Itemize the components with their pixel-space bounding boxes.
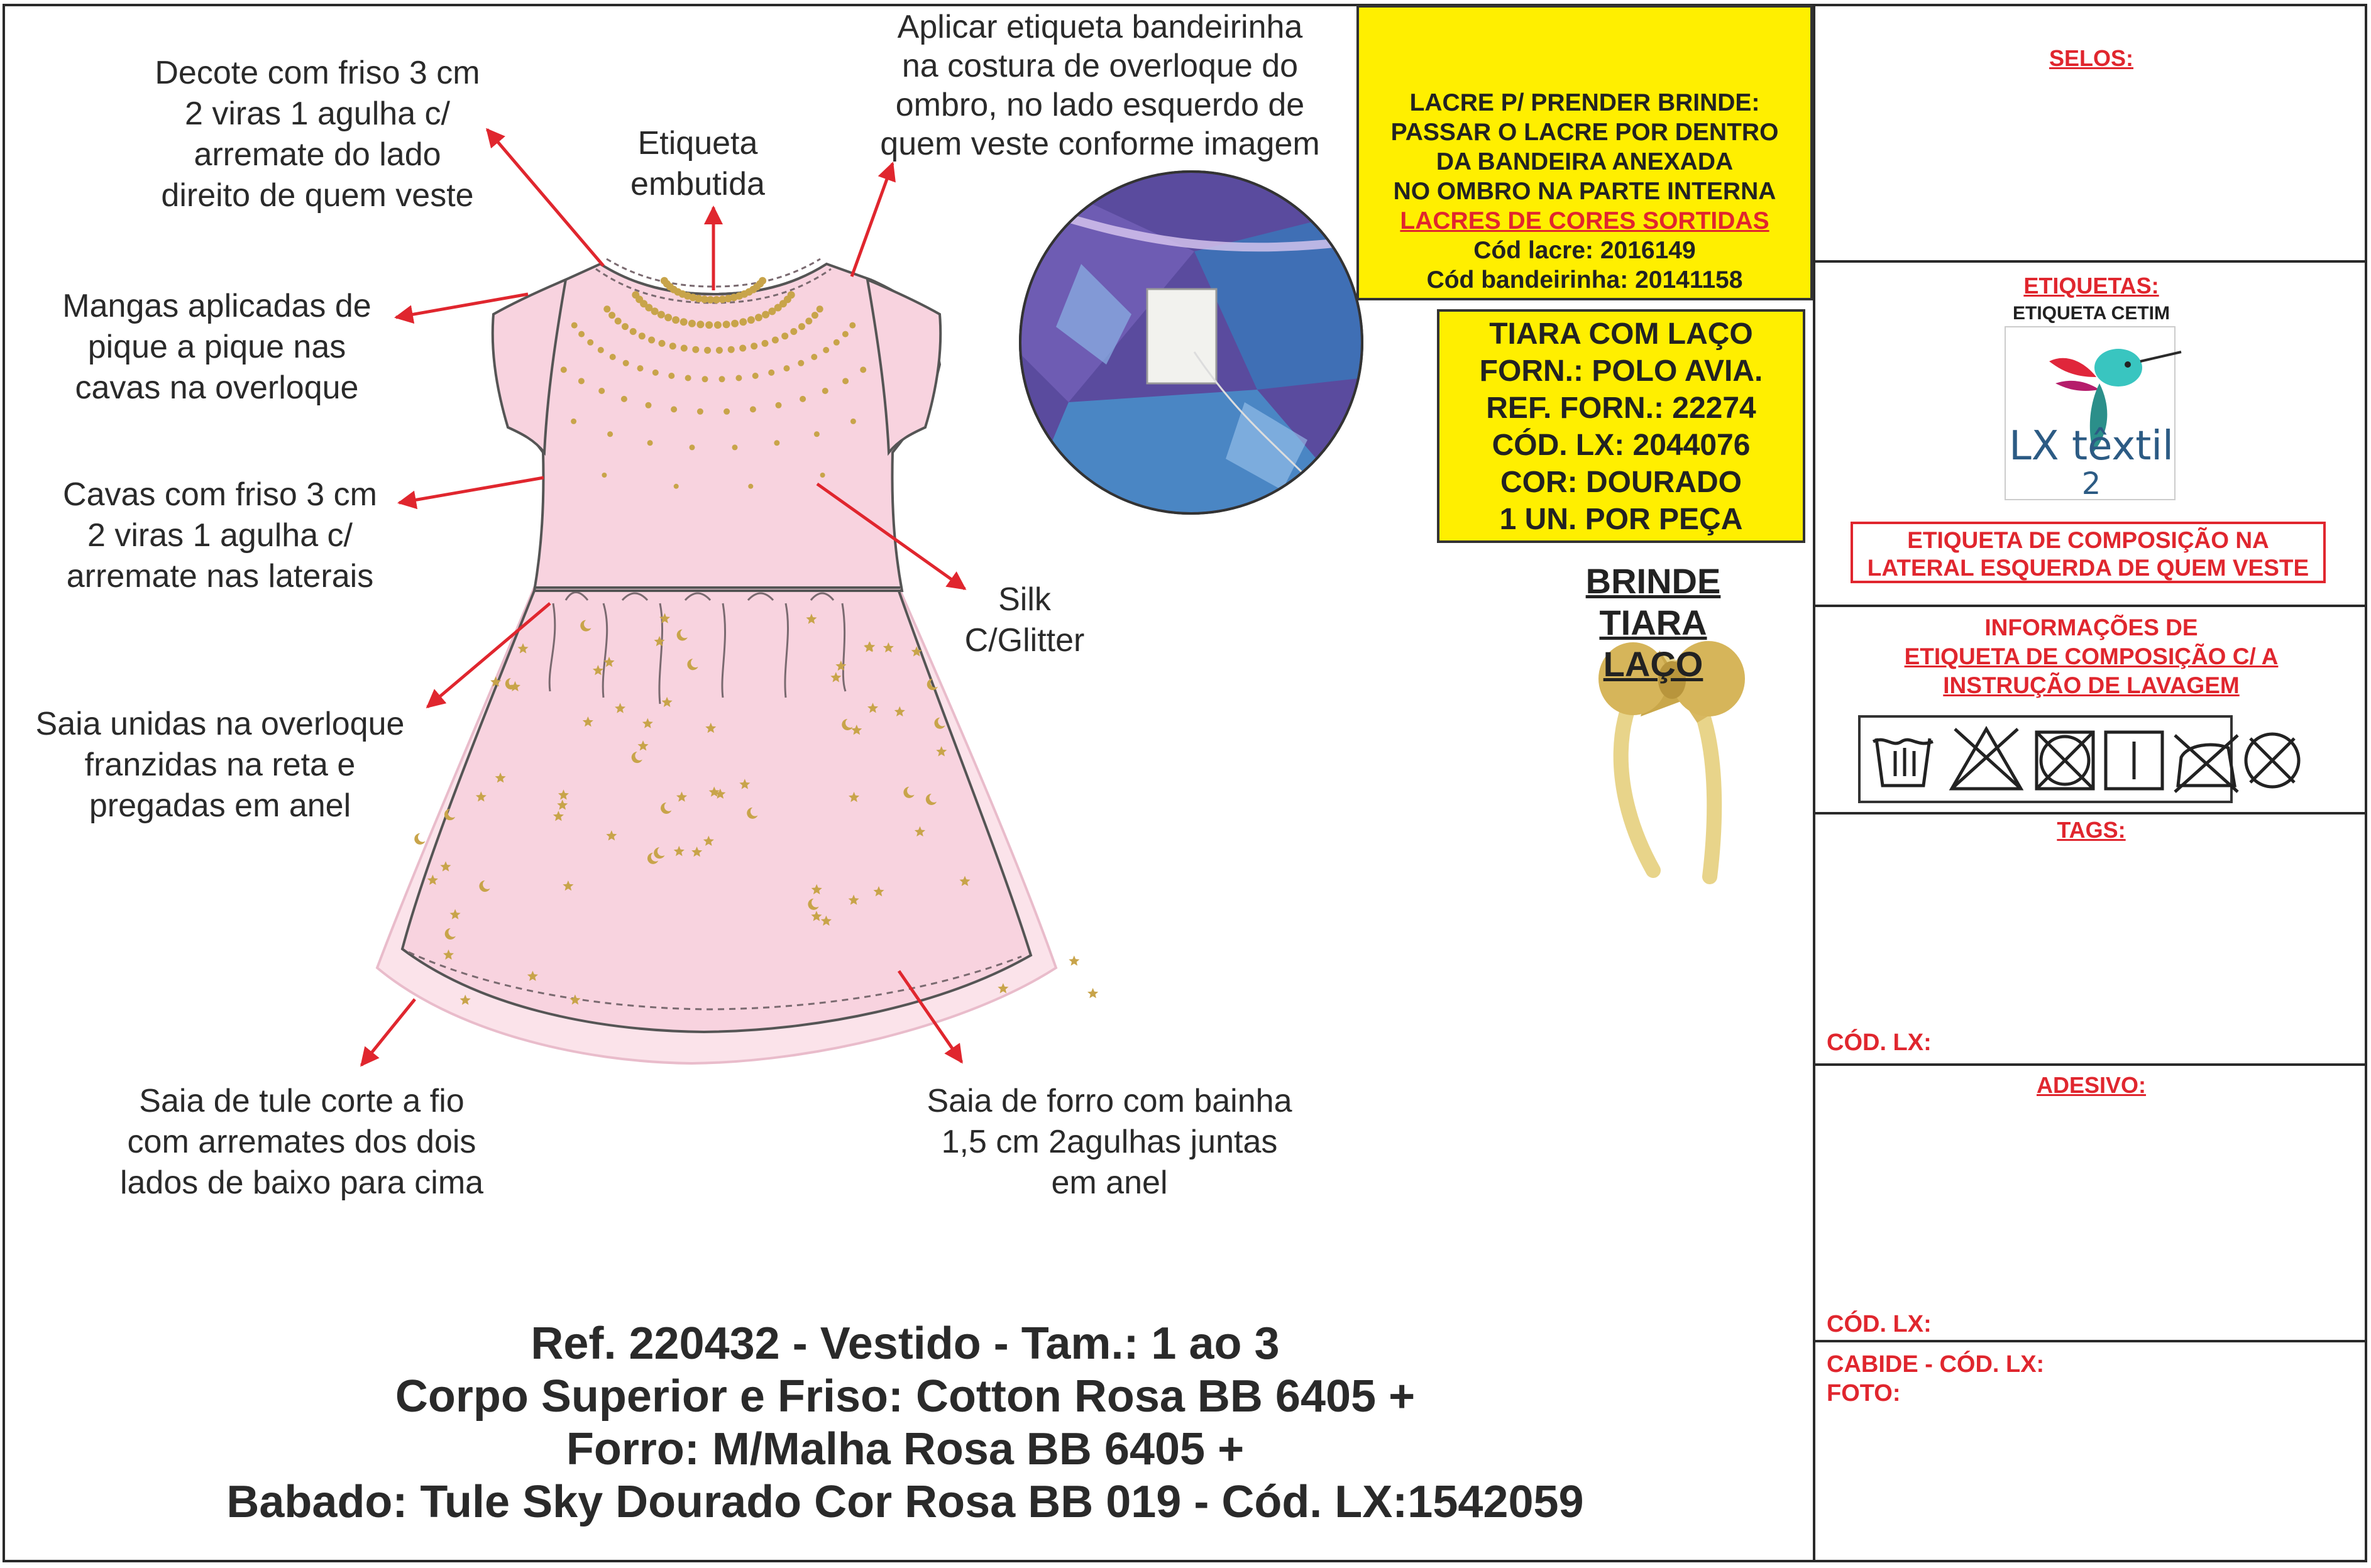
note-line: Decote com friso 3 cm xyxy=(155,55,480,91)
section-seals xyxy=(1815,4,2367,263)
glitter-dot xyxy=(723,408,730,415)
note-silk xyxy=(930,579,1119,661)
tags-code: CÓD. LX: xyxy=(1827,1029,1932,1056)
glitter-dot xyxy=(714,321,722,329)
glitter-dot xyxy=(759,277,766,285)
glitter-dot xyxy=(587,339,593,346)
glitter-dot xyxy=(849,322,855,329)
glitter-dot xyxy=(680,318,688,326)
brand-name: LX têxtil xyxy=(2009,423,2174,469)
note-line: Saia de forro com bainha xyxy=(927,1083,1292,1119)
box-line: LACRE P/ PRENDER BRINDE: xyxy=(1409,89,1760,116)
glitter-dot xyxy=(823,347,829,353)
glitter-dot xyxy=(784,365,790,371)
lining-line: Forro: M/Malha Rosa BB 6405 + xyxy=(566,1424,1245,1474)
sticker-title: ADESIVO: xyxy=(2036,1072,2147,1098)
box-line: 1 UN. POR PEÇA xyxy=(1499,503,1743,536)
glitter-dot xyxy=(639,332,646,339)
glitter-dot xyxy=(622,323,629,330)
glitter-dot xyxy=(750,406,756,412)
glitter-dot xyxy=(657,311,665,319)
composition-line: LATERAL ESQUERDA DE QUEM VESTE xyxy=(1867,555,2309,581)
section-labels xyxy=(1815,263,2367,607)
note-line: com arremates dos dois xyxy=(127,1124,476,1160)
glitter-dot xyxy=(647,440,653,446)
glitter-dot xyxy=(798,323,805,330)
fabric-line: Corpo Superior e Friso: Cotton Rosa BB 6405 + xyxy=(395,1371,1416,1422)
note-line: pique a pique nas xyxy=(87,329,346,365)
glitter-dot xyxy=(755,314,762,321)
glitter-moon xyxy=(414,833,425,845)
glitter-dot xyxy=(850,419,856,424)
glitter-dot xyxy=(669,343,676,349)
labels-title: ETIQUETAS: xyxy=(2023,273,2159,299)
glitter-dot xyxy=(842,378,849,384)
glitter-dot xyxy=(648,337,655,344)
assorted-colors-note: LACRES DE CORES SORTIDAS xyxy=(1400,207,1769,234)
note-skirt-joined xyxy=(6,704,434,826)
note-line: cavas na overloque xyxy=(75,370,359,406)
glitter-dot xyxy=(728,346,735,353)
gift-line: BRINDE xyxy=(1585,561,1721,601)
tiara-info-box xyxy=(1437,309,1805,543)
glitter-dot xyxy=(664,314,672,321)
glitter-dot xyxy=(608,312,615,319)
note-line: na costura de overloque do xyxy=(901,48,1299,84)
composition-line: ETIQUETA DE COMPOSIÇÃO NA xyxy=(1907,527,2269,553)
glitter-dot xyxy=(748,484,753,489)
glitter-dot xyxy=(822,388,828,394)
care-line: INFORMAÇÕES DE xyxy=(1984,615,2198,640)
note-line: direito de quem veste xyxy=(161,177,474,214)
glitter-dot xyxy=(571,419,576,424)
note-line: Cavas com friso 3 cm xyxy=(63,476,377,513)
note-lining-skirt xyxy=(886,1081,1333,1203)
glitter-dot xyxy=(602,473,607,478)
glitter-dot xyxy=(696,321,704,328)
glitter-dot xyxy=(842,331,849,337)
care-info-title xyxy=(1815,613,2367,700)
glitter-dot xyxy=(690,444,695,450)
glitter-dot xyxy=(860,366,866,373)
glitter-dot xyxy=(776,402,782,408)
glitter-dot xyxy=(739,318,747,326)
glitter-dot xyxy=(800,396,806,402)
tags-title: TAGS: xyxy=(2057,817,2126,843)
glitter-dot xyxy=(598,347,604,353)
glitter-dot xyxy=(646,402,652,408)
note-line: em anel xyxy=(1051,1165,1168,1201)
glitter-dot xyxy=(697,408,703,415)
glitter-dot xyxy=(637,365,644,371)
glitter-dot xyxy=(571,322,578,329)
note-line: 2 viras 1 agulha c/ xyxy=(184,96,451,132)
flag-code: Cód bandeirinha: 20141158 xyxy=(1426,266,1743,293)
note-line: Aplicar etiqueta bandeirinha xyxy=(897,9,1303,45)
box-line: REF. FORN.: 22274 xyxy=(1486,392,1756,425)
glitter-dot xyxy=(704,347,711,354)
box-line: NO OMBRO NA PARTE INTERNA xyxy=(1393,178,1776,205)
note-neckline xyxy=(126,53,509,216)
glitter-dot xyxy=(790,328,797,335)
product-description xyxy=(0,1317,1810,1528)
glitter-dot xyxy=(621,396,627,402)
note-armholes xyxy=(38,474,402,597)
logo-text xyxy=(1815,423,2367,503)
section-hanger xyxy=(1815,1342,2367,1560)
glitter-dot xyxy=(798,360,804,366)
glitter-dot xyxy=(731,320,739,327)
note-line: C/Glitter xyxy=(964,622,1085,659)
note-line: Silk xyxy=(998,581,1051,618)
seal-info-box xyxy=(1356,5,1813,300)
care-line: INSTRUÇÃO DE LAVAGEM xyxy=(1943,672,2240,698)
glitter-dot xyxy=(768,370,774,376)
glitter-dot xyxy=(774,440,779,446)
photo-label: FOTO: xyxy=(1827,1380,1901,1406)
note-line: 2 viras 1 agulha c/ xyxy=(87,517,353,554)
note-line: ombro, no lado esquerdo de xyxy=(895,87,1305,123)
note-embedded-label xyxy=(603,123,792,205)
note-line: lados de baixo para cima xyxy=(119,1165,484,1201)
box-line: TIARA COM LAÇO xyxy=(1489,317,1753,351)
sticker-code: CÓD. LX: xyxy=(1827,1311,1932,1337)
glitter-star xyxy=(1069,955,1079,965)
note-line: arremate nas laterais xyxy=(66,558,374,595)
glitter-dot xyxy=(719,376,725,382)
box-line: FORN.: POLO AVIA. xyxy=(1479,354,1763,388)
glitter-dot xyxy=(811,312,818,319)
glitter-dot xyxy=(630,328,637,335)
glitter-dot xyxy=(705,321,713,329)
glitter-star xyxy=(1087,988,1098,998)
note-line: Saia unidas na overloque xyxy=(35,706,405,742)
ruffle-line: Babado: Tule Sky Dourado Cor Rosa BB 019 - Cód. LX:1542059 xyxy=(226,1477,1584,1527)
glitter-dot xyxy=(716,347,723,354)
glitter-dot xyxy=(833,339,840,346)
note-tulle-skirt xyxy=(82,1081,522,1203)
seals-title: SELOS: xyxy=(2049,45,2133,71)
seal-code: Cód lacre: 2016149 xyxy=(1473,237,1696,264)
box-line: PASSAR O LACRE POR DENTRO xyxy=(1390,119,1779,146)
glitter-dot xyxy=(752,373,759,379)
hanger-code: CABIDE - CÓD. LX: xyxy=(1827,1351,2045,1378)
note-line: embutida xyxy=(630,166,765,202)
glitter-dot xyxy=(692,346,699,353)
glitter-dot xyxy=(685,375,691,381)
glitter-dot xyxy=(817,305,823,312)
glitter-dot xyxy=(651,307,659,315)
glitter-dot xyxy=(762,340,769,347)
glitter-dot xyxy=(607,431,613,437)
glitter-dot xyxy=(788,291,795,299)
glitter-dot xyxy=(702,376,708,382)
note-flag-label xyxy=(861,8,1339,163)
note-line: pregadas em anel xyxy=(89,787,351,824)
note-line: franzidas na reta e xyxy=(84,747,356,783)
detail-photo xyxy=(1018,170,1370,522)
note-line: Mangas aplicadas de xyxy=(62,288,371,324)
glitter-dot xyxy=(672,316,679,324)
glitter-dot xyxy=(671,406,677,412)
care-line: ETIQUETA DE COMPOSIÇÃO C/ A xyxy=(1904,644,2279,669)
satin-label-caption: ETIQUETA CETIM xyxy=(2013,303,2170,324)
glitter-dot xyxy=(615,317,622,324)
glitter-dot xyxy=(762,311,769,319)
note-line: Etiqueta xyxy=(637,125,758,162)
glitter-dot xyxy=(781,332,788,339)
glitter-dot xyxy=(735,375,742,381)
glitter-dot xyxy=(820,473,825,478)
glitter-dot xyxy=(623,360,629,366)
note-line: 1,5 cm 2agulhas juntas xyxy=(941,1124,1278,1160)
glitter-dot xyxy=(747,316,755,324)
composition-box xyxy=(1851,522,2326,583)
glitter-dot xyxy=(811,354,817,360)
glitter-dot xyxy=(681,345,688,352)
note-line: quem veste conforme imagem xyxy=(880,126,1320,162)
note-line: arremate do lado xyxy=(194,136,441,173)
spec-sidebar xyxy=(1813,4,2367,1562)
glitter-dot xyxy=(578,378,585,384)
box-line: COR: DOURADO xyxy=(1500,466,1742,499)
glitter-dot xyxy=(659,340,666,347)
section-care-info xyxy=(1815,607,2367,814)
section-tags xyxy=(1815,814,2367,1066)
glitter-dot xyxy=(688,320,696,327)
box-line: DA BANDEIRA ANEXADA xyxy=(1436,148,1734,175)
glitter-dot xyxy=(723,321,730,328)
section-sticker xyxy=(1815,1066,2367,1342)
glitter-dot xyxy=(814,431,820,437)
note-sleeves xyxy=(38,286,396,408)
glitter-dot xyxy=(652,370,659,376)
gift-title xyxy=(1546,561,1760,685)
glitter-dot xyxy=(610,354,616,360)
reference-line: Ref. 220432 - Vestido - Tam.: 1 ao 3 xyxy=(531,1319,1280,1369)
gift-line: TIARA LAÇO xyxy=(1599,603,1707,684)
glitter-dot xyxy=(674,484,679,489)
box-line: CÓD. LX: 2044076 xyxy=(1492,429,1751,462)
glitter-dot xyxy=(732,444,738,450)
glitter-dot xyxy=(739,345,746,352)
glitter-dot xyxy=(598,388,605,394)
glitter-dot xyxy=(805,317,812,324)
glitter-dot xyxy=(603,305,610,312)
glitter-dot xyxy=(772,337,779,344)
glitter-dot xyxy=(578,331,585,337)
glitter-dot xyxy=(561,366,567,373)
brand-number: 2 xyxy=(2081,466,2101,502)
glitter-dot xyxy=(668,373,674,379)
note-line: Saia de tule corte a fio xyxy=(139,1083,465,1119)
glitter-dot xyxy=(751,343,757,349)
